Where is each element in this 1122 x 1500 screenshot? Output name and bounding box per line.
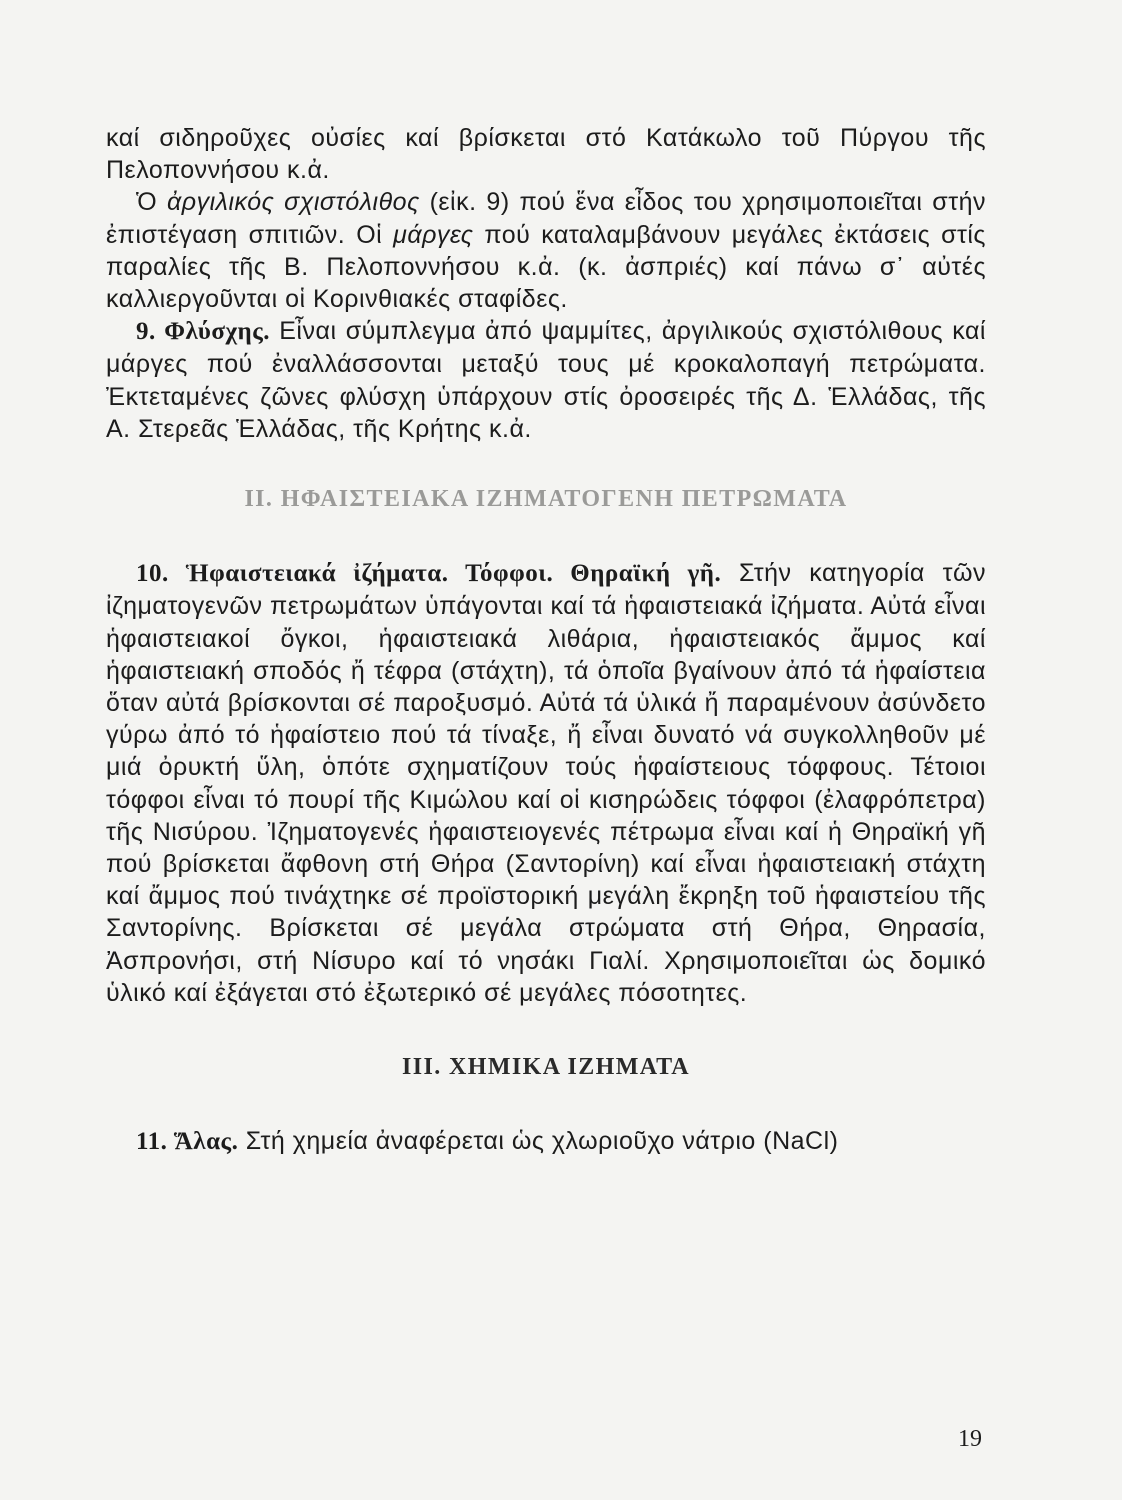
item-9-text: Εἶναι σύμπλεγμα ἀπό ψαμμίτες, ἀργιλικούς σχιστόλιθους καί μάργες πού ἐναλλάσσονται μεταξύ τους μέ κροκαλοπαγή πετρώματα. Ἐκτεταμένες ζῶνες φλύσχη ὑπάρχουν στίς ὀροσειρές τῆς Δ. Ἑλλάδας, τῆς Α. Στερεᾶς Ἑλλάδας, τῆς Κρήτης κ.ἀ. <box>106 317 986 443</box>
item-10-text: Στήν κατηγορία τῶν ἰζηματογενῶν πετρωμάτων ὑπάγονται καί τά ἡφαιστειακά ἰζήματα. Αὐτά εἶναι ἡφαιστειακοί ὄγκοι, ἡφαιστειακά λιθάρια, ἡφαιστειακός ἄμμος καί ἡφαιστειακή σποδός ἤ τέφρα (στάχτη), τά ὁποῖα βγαίνουν ἀπό τά ἡφαίστεια ὅταν αὐτά βρίσκονται σέ παροξυσμό. Αὐτά τά ὑλικά ἤ παραμένουν ἀσύνδετο γύρω ἀπό τό ἡφαίστειο πού τά τίναξε, ἤ εἶναι δυνατό νά συγκολληθοῦν μέ μιά ὀρυκτή ὕλη, ὁπότε σχηματίζουν τούς ἡφαίστειους τόφφους. Τέτοιοι τόφφοι εἶναι τό πουρί τῆς Κιμώλου καί οἱ κισηρώδεις τόφφοι (ἐλαφρόπετρα) τῆς Νισύρου. Ἰζηματογενές ἡφαιστειογενές πέτρωμα εἶναι καί ἡ Θηραϊκή γῆ πού βρίσκεται ἄφθονη στή Θήρα (Σαντορίνη) καί εἶναι ἡφαιστειακή στάχτη καί ἄμμος πού τινάχτηκε σέ προϊστορική μεγάλη ἔκρηξη τοῦ ἡφαιστείου τῆς Σαντορίνης. Βρίσκεται σέ μεγάλα στρώματα στή Θήρα, Θηρασία, Ἀσπρονήσι, στή Νίσυρο καί τό νησάκι Γιαλί. Χρησιμοποιεῖται ὡς δομικό ὑλικό καί ἐξάγεται στό ἐξωτερικό σέ μεγάλες πόσοτητες. <box>106 559 986 1007</box>
item-11-text: Στή χημεία ἀναφέρεται ὡς χλωριοῦχο νάτριο (NaCl) <box>238 1127 839 1156</box>
item-11-label: 11. Ἅλας. <box>136 1128 239 1156</box>
page-number: 19 <box>958 1426 982 1452</box>
schist-paragraph <box>106 186 986 315</box>
item-9-paragraph <box>106 315 986 445</box>
item-10-paragraph <box>106 557 986 1009</box>
section-2-heading: II. ΗΦΑΙΣΤΕΙΑΚΑ ΙΖΗΜΑΤΟΓΕΝΗ ΠΕΤΡΩΜΑΤΑ <box>244 486 848 513</box>
intro-text: καί σιδηροῦχες οὐσίες καί βρίσκεται στό Κατάκωλο τοῦ Πύργου τῆς Πελοποννήσου κ.ἀ. <box>106 124 986 185</box>
item-11-paragraph <box>106 1125 986 1158</box>
page-body <box>106 122 986 1158</box>
schist-post: πού καταλαμβάνουν μεγάλες ἐκτάσεις στίς παραλίες τῆς Β. Πελοποννήσου κ.ἀ. (κ. ἀσπριές) καί πάνω σ᾽ αὐτές καλλιεργοῦνται οἱ Κορινθιακές σταφίδες. <box>106 220 986 314</box>
intro-paragraph <box>106 122 986 186</box>
item-9-label: 9. Φλύσχης. <box>136 318 271 346</box>
marl-term: μάργες <box>393 220 474 249</box>
schist-mid: (εἰκ. 9) πού ἕνα εἶδος του χρησιμοποιεῖται στήν ἐπιστέγαση σπιτιῶν. Οἱ <box>106 188 986 249</box>
schist-pre: Ὁ <box>136 188 168 217</box>
item-10-label: 10. Ἡφαιστειακά ἰζήματα. Τόφφοι. Θηραϊκή γῆ. <box>136 560 722 588</box>
schist-term: ἀργιλικός σχιστόλιθος <box>167 188 420 217</box>
section-3-heading: III. ΧΗΜΙΚΑ ΙΖΗΜΑΤΑ <box>402 1054 690 1081</box>
